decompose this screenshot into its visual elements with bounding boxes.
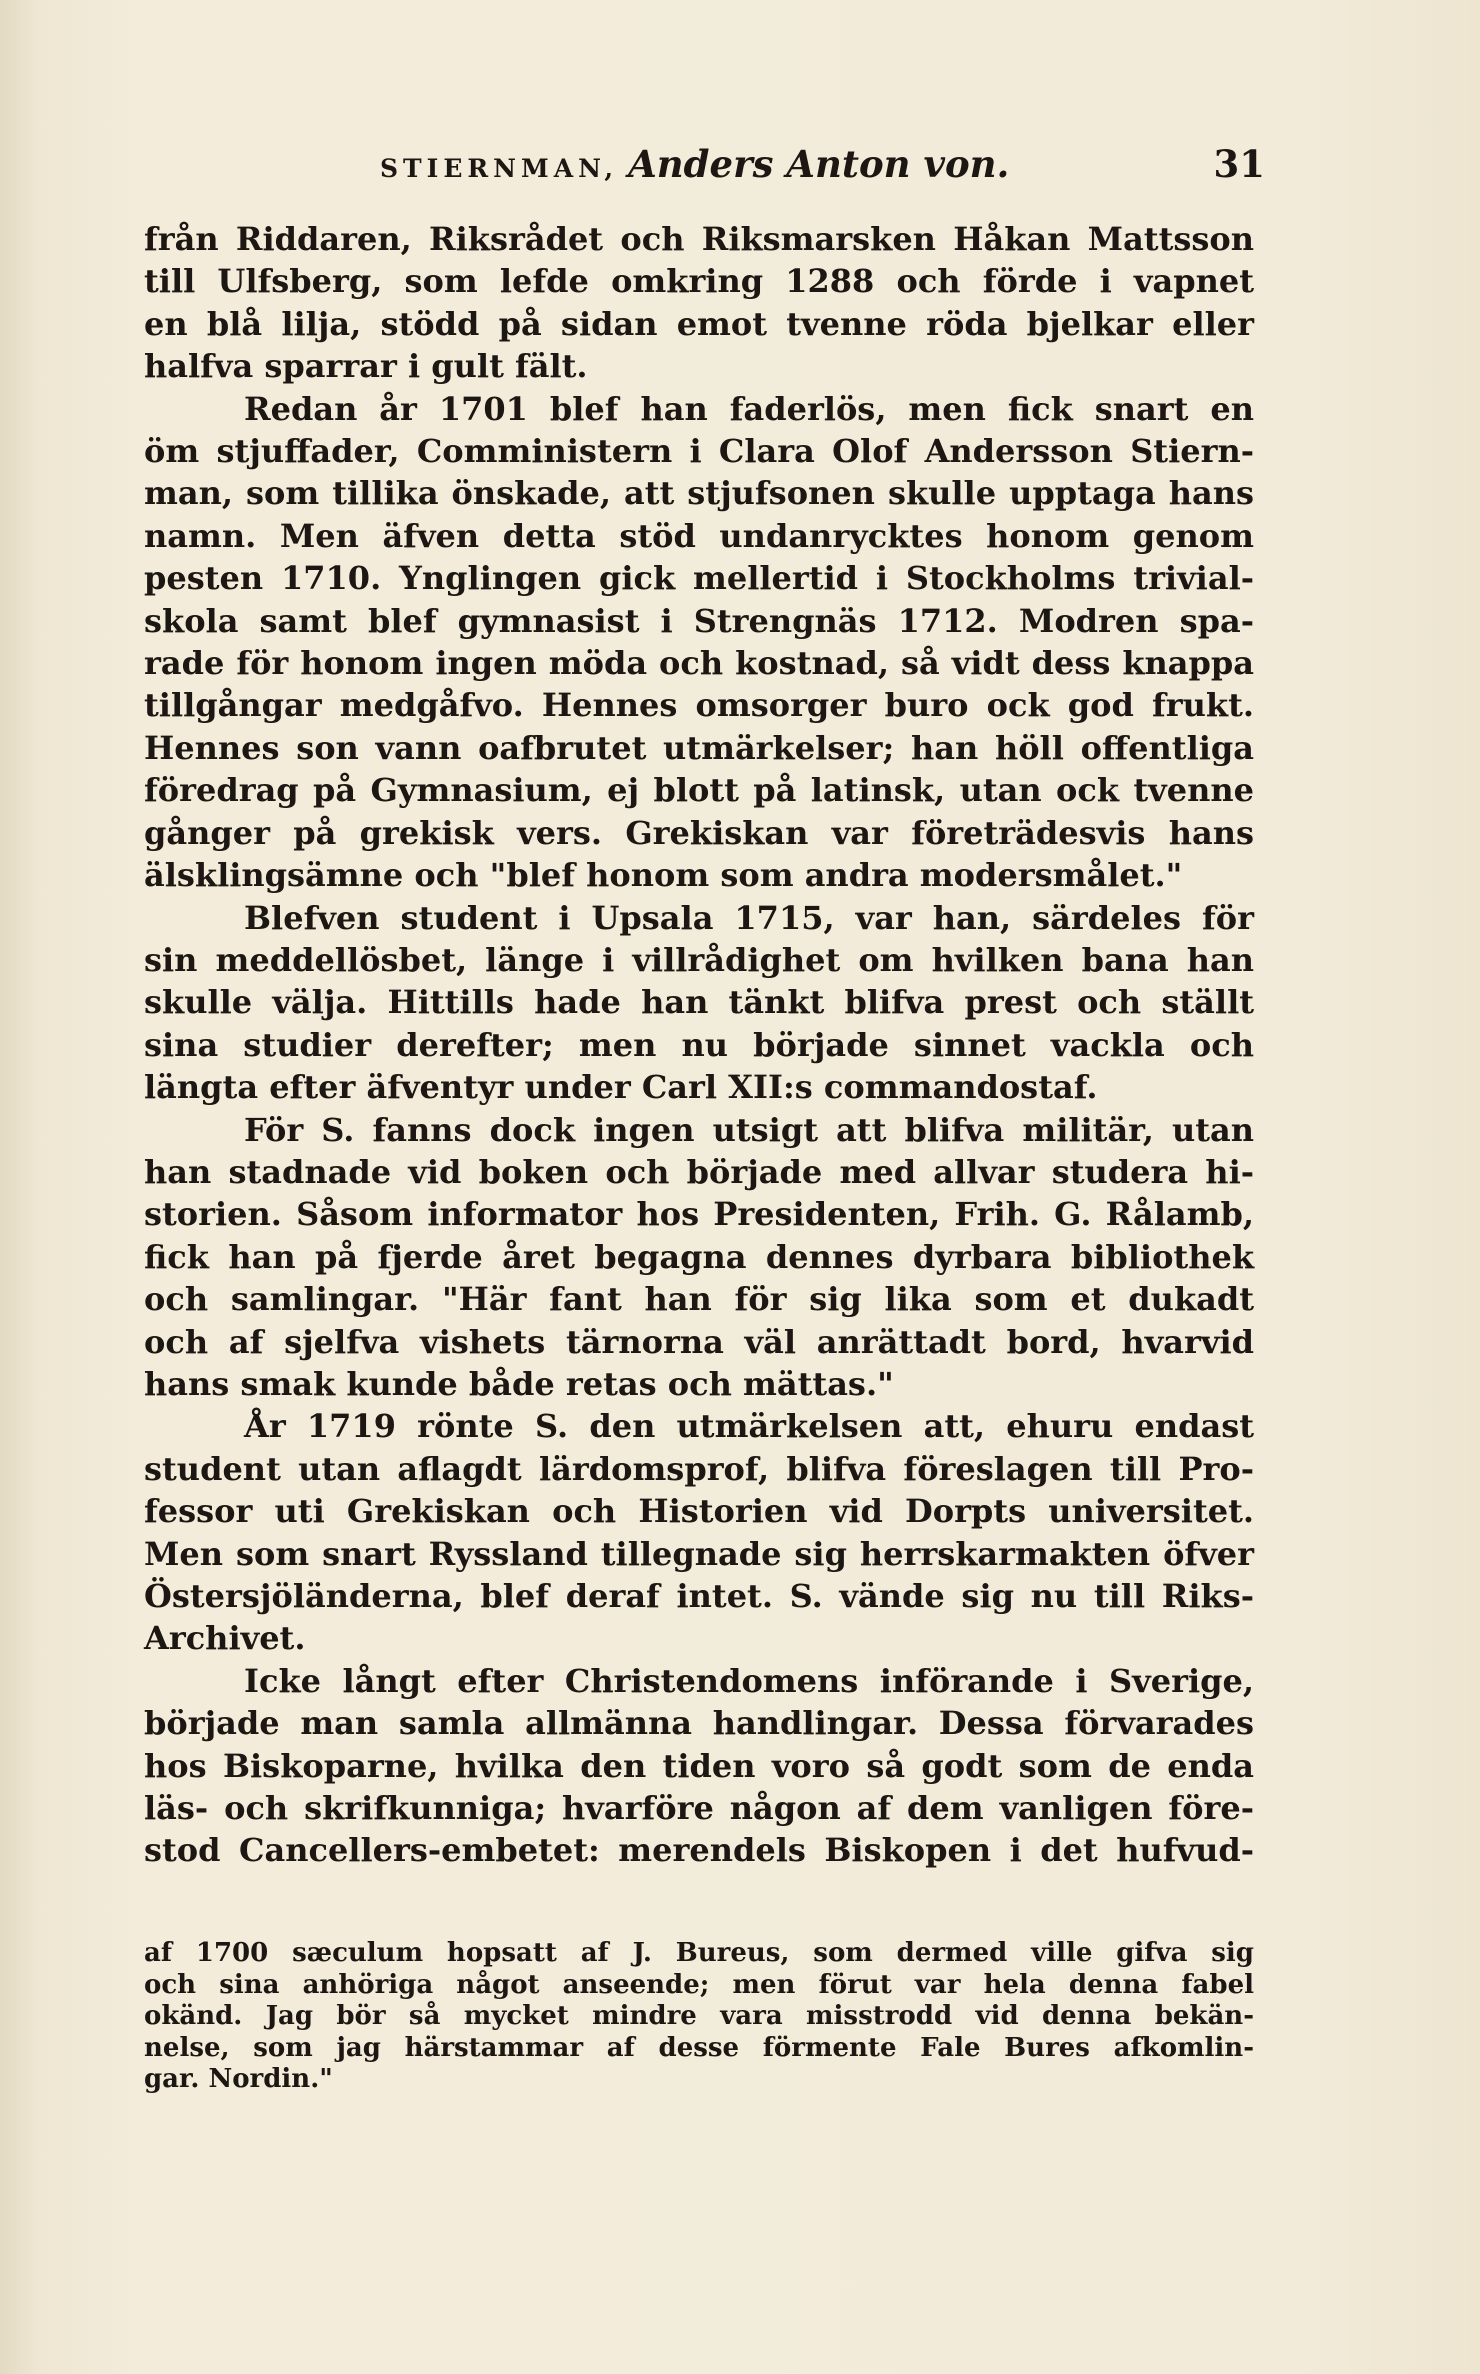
text-line: föredrag på Gymnasium, ej blott på latinsk, utan ock tvenne xyxy=(144,771,1254,810)
text-line: stod Cancellers-embetet: merendels Biskopen i det hufvud- xyxy=(144,1831,1254,1870)
text-line: Blefven student i Upsala 1715, var han, särdeles för xyxy=(244,898,1254,937)
footnote-line: okänd. Jag bör så mycket mindre vara misstrodd vid denna bekän- xyxy=(144,2001,1254,2031)
running-header-name: Anders Anton von. xyxy=(628,142,1010,186)
text-line: pesten 1710. Ynglingen gick mellertid i Stockholms trivial- xyxy=(144,559,1254,598)
text-line: till Ulfsberg, som lefde omkring 1288 och förde i vapnet xyxy=(144,262,1254,301)
text-line: öm stjuffader, Comministern i Clara Olof Andersson Stiern- xyxy=(144,432,1254,471)
text-line: gånger på grekisk vers. Grekiskan var företrädesvis hans xyxy=(144,813,1254,852)
text-line: Archivet. xyxy=(144,1619,306,1658)
text-line: Redan år 1701 blef han faderlös, men fick snart en xyxy=(244,389,1254,428)
text-line: År 1719 rönte S. den utmärkelsen att, ehuru endast xyxy=(244,1407,1254,1446)
footnote xyxy=(144,1938,1254,2096)
text-line: Hennes son vann oafbrutet utmärkelser; han höll offentliga xyxy=(144,728,1254,767)
text-line: rade för honom ingen möda och kostnad, så vidt dess knappa xyxy=(144,644,1254,683)
text-line: läs- och skrifkunniga; hvarföre någon af dem vanligen före- xyxy=(144,1789,1254,1828)
text-line: han stadnade vid boken och började med allvar studera hi- xyxy=(144,1152,1254,1191)
text-line: började man samla allmänna handlingar. Dessa förvarades xyxy=(144,1704,1254,1743)
text-line: namn. Men äfven detta stöd undanrycktes honom genom xyxy=(144,516,1254,555)
running-header-surname: STIERNMAN, xyxy=(380,154,619,183)
text-line: från Riddaren, Riksrådet och Riksmarsken Håkan Mattsson xyxy=(144,220,1254,258)
text-line: fick han på fjerde året begagna dennes dyrbara bibliothek xyxy=(144,1237,1254,1276)
footnote-line: af 1700 sæculum hopsatt af J. Bureus, som dermed ville gifva sig xyxy=(144,1938,1254,1968)
text-line: skola samt blef gymnasist i Strengnäs 1712. Modren spa- xyxy=(144,601,1254,640)
page-number: 31 xyxy=(1213,142,1265,186)
text-line: För S. fanns dock ingen utsigt att blifva militär, utan xyxy=(244,1110,1254,1149)
footnote-line: nelse, som jag härstammar af desse förmente Fale Bures afkomlin- xyxy=(144,2032,1254,2063)
running-header xyxy=(380,142,1265,192)
text-line: en blå lilja, stödd på sidan emot tvenne röda bjelkar eller xyxy=(144,304,1254,343)
text-line: fessor uti Grekiskan och Historien vid Dorpts universitet. xyxy=(144,1492,1254,1531)
text-line: älsklingsämne och "blef honom som andra modersmålet." xyxy=(144,856,1183,895)
text-line: Men som snart Ryssland tillegnade sig herrskarmakten öfver xyxy=(144,1534,1254,1573)
text-line: och samlingar. "Här fant han för sig lika som et dukadt xyxy=(144,1280,1254,1319)
text-line: storien. Såsom informator hos Presidenten, Frih. G. Rålamb, xyxy=(144,1195,1254,1234)
text-line: sina studier derefter; men nu började sinnet vackla och xyxy=(144,1025,1254,1064)
text-line: Östersjöländerna, blef deraf intet. S. vände sig nu till Riks- xyxy=(144,1577,1254,1615)
text-line: skulle välja. Hittills hade han tänkt blifva prest och ställt xyxy=(144,983,1254,1022)
text-line: student utan aflagdt lärdomsprof, blifva föreslagen till Pro- xyxy=(144,1449,1254,1488)
text-line: sin meddellösbet, länge i villrådighet om hvilken bana han xyxy=(144,940,1254,979)
text-line: halfva sparrar i gult fält. xyxy=(144,347,588,386)
footnote-line: och sina anhöriga något anseende; men förut var hela denna fabel xyxy=(144,1969,1254,2000)
footnote-line: gar. Nordin." xyxy=(144,2064,333,2094)
main-text xyxy=(144,218,1254,1872)
text-line: Icke långt efter Christendomens införande i Sverige, xyxy=(244,1661,1254,1700)
text-line: tillgångar medgåfvo. Hennes omsorger buro ock god frukt. xyxy=(144,686,1254,725)
text-line: hos Biskoparne, hvilka den tiden voro så godt som de enda xyxy=(144,1746,1254,1785)
text-line: hans smak kunde både retas och mättas." xyxy=(144,1364,894,1403)
text-line: och af sjelfva vishets tärnorna väl anrättadt bord, hvarvid xyxy=(144,1322,1254,1361)
text-line: längta efter äfventyr under Carl XII:s commandostaf. xyxy=(144,1068,1098,1107)
text-line: man, som tillika önskade, att stjufsonen skulle upptaga hans xyxy=(144,474,1254,513)
